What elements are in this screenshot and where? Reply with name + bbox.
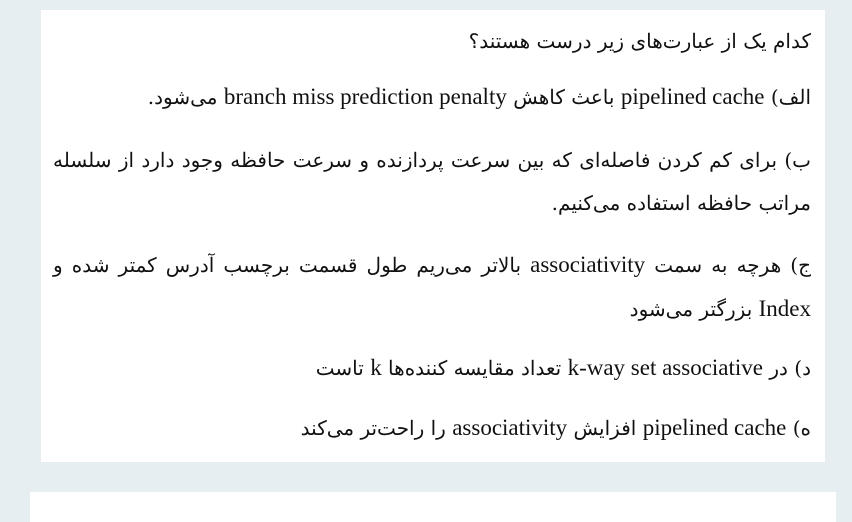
option-a-term-2: branch miss prediction penalty bbox=[223, 84, 507, 109]
option-d bbox=[53, 353, 811, 383]
option-e bbox=[53, 413, 811, 443]
next-card bbox=[30, 492, 836, 522]
option-d-term-2: k bbox=[370, 355, 382, 380]
option-e-text-2: را راحت‌تر می‌کند bbox=[300, 416, 446, 440]
option-d-text-1: د) در bbox=[769, 356, 811, 380]
option-c-term-1: associativity bbox=[530, 252, 646, 277]
option-c-text-2: بالاتر می‌ریم طول قسمت برچسب آدرس کمتر شده و bbox=[53, 253, 522, 277]
option-c-line-2 bbox=[53, 294, 811, 324]
option-e-term-1: pipelined cache bbox=[642, 415, 787, 440]
option-c-line-1 bbox=[53, 250, 811, 280]
option-d-term-1: k-way set associative bbox=[567, 355, 763, 380]
option-c-term-2: Index bbox=[758, 296, 811, 321]
option-d-text-3: تاست bbox=[315, 356, 364, 380]
option-a-text-1: باعث کاهش bbox=[513, 85, 615, 109]
option-e-text-1: افزایش bbox=[573, 416, 637, 440]
question-card bbox=[41, 10, 825, 462]
question-title: کدام یک از عبارت‌های زیر درست هستند؟ bbox=[468, 29, 811, 53]
option-c-text-1: ج) هرچه به سمت bbox=[654, 253, 812, 277]
option-a-label: الف) bbox=[770, 85, 811, 109]
option-c-text-3: بزرگتر می‌شود bbox=[629, 297, 753, 321]
option-b-line-2: مراتب حافظه استفاده می‌کنیم. bbox=[551, 191, 811, 215]
option-a-term-1: pipelined cache bbox=[620, 84, 765, 109]
option-e-label: ه) bbox=[792, 416, 811, 440]
option-b-line-1: ب) برای کم کردن فاصله‌ای که بین سرعت پردازنده و سرعت حافظه وجود دارد از سلسله bbox=[53, 148, 811, 172]
option-d-text-2: تعداد مقایسه کننده‌ها bbox=[388, 356, 562, 380]
option-a-text-2: می‌شود. bbox=[147, 85, 218, 109]
option-e-term-2: associativity bbox=[452, 415, 568, 440]
option-a bbox=[53, 82, 811, 112]
